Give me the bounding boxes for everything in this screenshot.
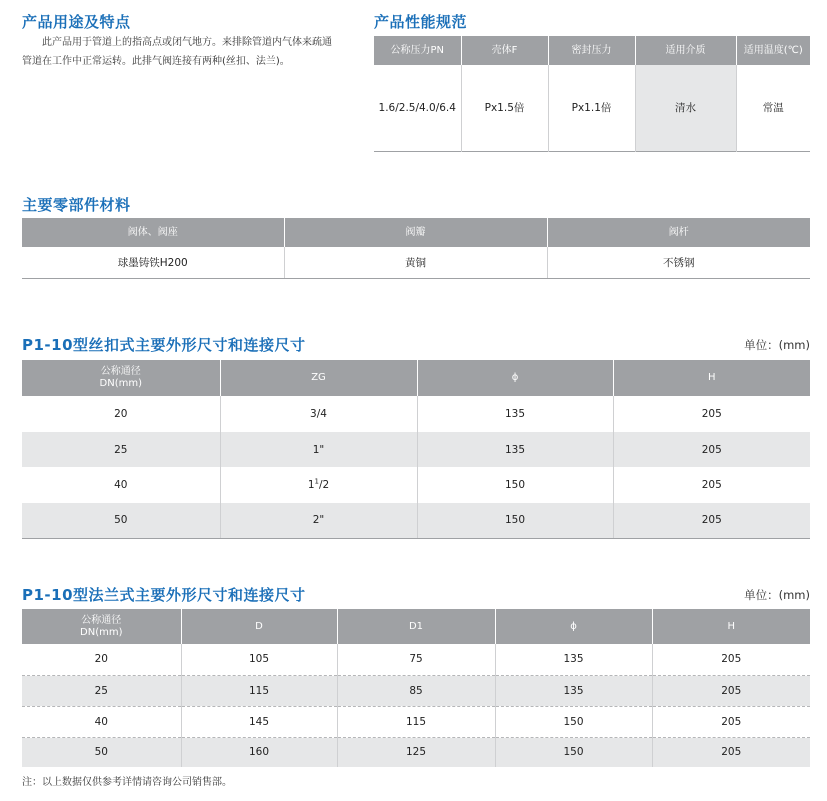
threaded-h: 205 xyxy=(613,396,810,432)
flanged-phi: 135 xyxy=(495,644,652,675)
threaded-header-dn xyxy=(22,360,220,396)
flanged-h: 205 xyxy=(652,644,810,675)
table-row xyxy=(22,467,810,503)
threaded-zg xyxy=(220,467,417,503)
threaded-header-phi: ϕ xyxy=(417,360,613,396)
flanged-title: P1-10型法兰式主要外形尺寸和连接尺寸 xyxy=(22,586,306,604)
table-row xyxy=(22,396,810,432)
performance-table xyxy=(374,36,810,152)
threaded-dn: 20 xyxy=(114,408,128,420)
threaded-phi: 150 xyxy=(417,467,613,503)
threaded-phi: 150 xyxy=(417,503,613,538)
perf-header-shell: 壳体F xyxy=(461,36,548,65)
perf-header-pn: 公称压力PN xyxy=(374,36,461,65)
mat-header-stem: 阀杆 xyxy=(547,218,810,247)
perf-header-temp: 适用温度(℃) xyxy=(736,36,810,65)
flanged-header-dn-line2: DN(mm) xyxy=(80,626,123,638)
flanged-d: 105 xyxy=(181,644,337,675)
threaded-zg: 3/4 xyxy=(220,396,417,432)
flanged-header-phi: ϕ xyxy=(495,609,652,644)
flanged-h: 205 xyxy=(652,675,810,706)
table-row xyxy=(22,737,810,767)
threaded-h: 205 xyxy=(613,503,810,538)
threaded-unit: 单位：(mm) xyxy=(744,338,810,352)
performance-title: 产品性能规范 xyxy=(374,13,468,31)
mat-header-disc: 阀瓣 xyxy=(284,218,547,247)
materials-table xyxy=(22,218,810,279)
mat-value-body: 球墨铸铁H200 xyxy=(22,247,284,278)
perf-value-shell: Px1.5倍 xyxy=(461,65,548,151)
usage-title: 产品用途及特点 xyxy=(22,13,131,31)
flanged-header-d1: D1 xyxy=(337,609,495,644)
flanged-d1: 75 xyxy=(337,644,495,675)
footnote: 注：以上数据仅供参考详情请咨询公司销售部。 xyxy=(22,777,232,788)
threaded-dn: 40 xyxy=(114,479,128,491)
threaded-header-zg: ZG xyxy=(220,360,417,396)
flanged-d: 115 xyxy=(181,675,337,706)
flanged-d1: 85 xyxy=(337,675,495,706)
mat-value-disc: 黄铜 xyxy=(284,247,547,278)
table-row xyxy=(22,503,810,538)
perf-value-pn: 1.6/2.5/4.0/6.4 xyxy=(378,101,456,114)
perf-value-temp: 常温 xyxy=(736,65,810,151)
flanged-dn: 40 xyxy=(22,706,181,737)
threaded-h: 205 xyxy=(613,432,810,467)
flanged-dn: 25 xyxy=(22,675,181,706)
threaded-phi: 135 xyxy=(417,432,613,467)
flanged-d1: 125 xyxy=(337,737,495,767)
threaded-header-dn-line2: DN(mm) xyxy=(99,378,142,389)
table-row xyxy=(22,675,810,706)
flanged-d: 145 xyxy=(181,706,337,737)
table-row xyxy=(22,432,810,467)
flanged-phi: 150 xyxy=(495,737,652,767)
flanged-dn: 20 xyxy=(22,644,181,675)
flanged-dn: 50 xyxy=(22,737,181,767)
threaded-zg: 1" xyxy=(220,432,417,467)
mat-header-body: 阀体、阀座 xyxy=(22,218,284,247)
flanged-h: 205 xyxy=(652,706,810,737)
threaded-zg-tail: /2 xyxy=(318,479,330,491)
perf-value-medium: 清水 xyxy=(635,65,736,151)
flanged-header-h: H xyxy=(652,609,810,644)
perf-header-medium: 适用介质 xyxy=(635,36,736,65)
threaded-dn: 50 xyxy=(22,503,220,538)
flanged-phi: 150 xyxy=(495,706,652,737)
usage-text: 此产品用于管道上的指高点或闭气地方。来排除管道内气体来疏通管道在工作中正常运转。此排气阀连接有两种(丝扣、法兰)。 xyxy=(22,37,332,67)
threaded-zg-sup: 1 xyxy=(314,477,319,486)
mat-value-stem: 不锈钢 xyxy=(547,247,810,278)
flanged-h: 205 xyxy=(652,737,810,767)
perf-value-seal: Px1.1倍 xyxy=(548,65,635,151)
flanged-header-dn xyxy=(22,609,181,644)
table-row xyxy=(22,706,810,737)
table-row xyxy=(22,644,810,675)
threaded-dn: 25 xyxy=(22,432,220,467)
threaded-title: P1-10型丝扣式主要外形尺寸和连接尺寸 xyxy=(22,336,306,354)
threaded-header-h: H xyxy=(613,360,810,396)
threaded-h: 205 xyxy=(613,467,810,503)
threaded-zg-whole: 1 xyxy=(307,479,315,491)
threaded-table xyxy=(22,360,810,539)
threaded-zg: 2" xyxy=(220,503,417,538)
perf-header-seal: 密封压力 xyxy=(548,36,635,65)
materials-title: 主要零部件材料 xyxy=(22,196,131,214)
flanged-header-dn-line1: 公称通径 xyxy=(81,614,122,626)
flanged-unit: 单位：(mm) xyxy=(744,588,810,602)
flanged-phi: 135 xyxy=(495,675,652,706)
threaded-header-dn-line1: 公称通径 xyxy=(100,366,141,377)
threaded-phi: 135 xyxy=(417,396,613,432)
flanged-d1: 115 xyxy=(337,706,495,737)
flanged-d: 160 xyxy=(181,737,337,767)
flanged-header-d: D xyxy=(181,609,337,644)
flanged-table xyxy=(22,609,810,767)
